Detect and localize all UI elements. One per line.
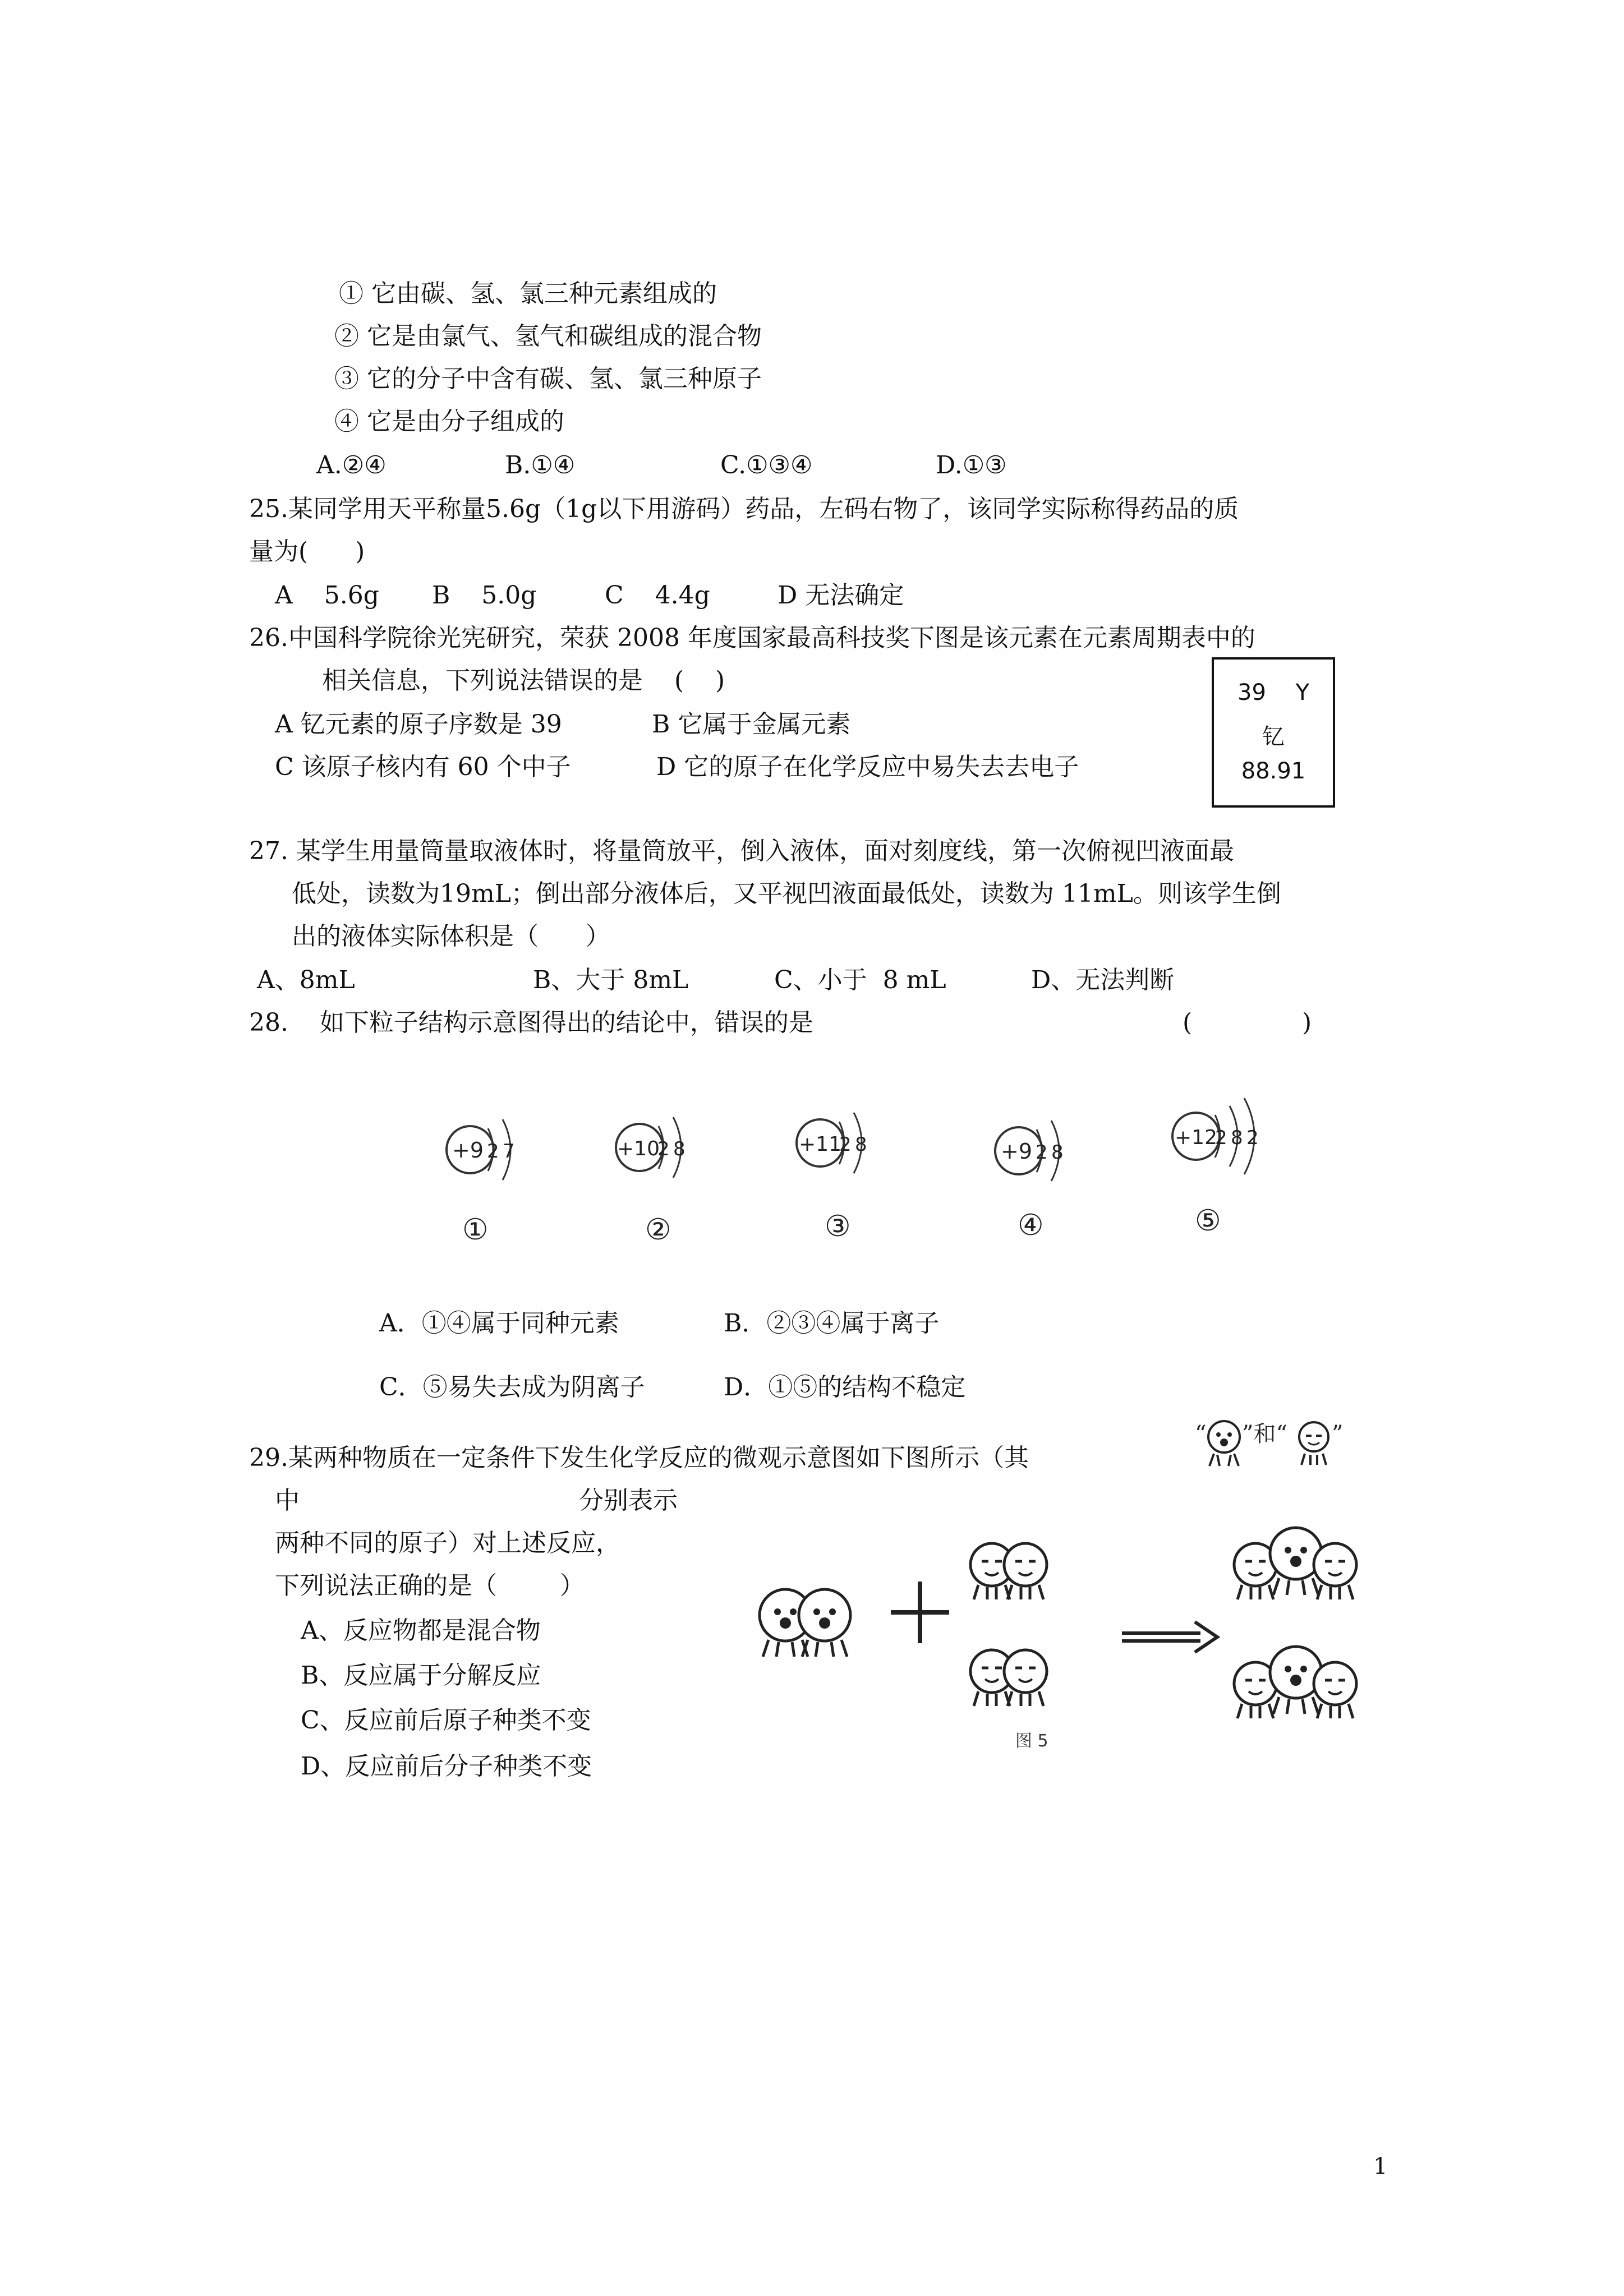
particle-structure-diagrams [404, 1088, 1279, 1273]
q26-option-a: A 钇元素的原子序数是 39 [275, 710, 562, 739]
shell-electrons-3a: 2 [839, 1133, 852, 1156]
q24-statement-2: ② 它是由氯气、氢气和碳组成的混合物 [334, 322, 762, 351]
shell-electrons-4b: 8 [1051, 1141, 1064, 1164]
q25-option-c: C 4.4g [605, 581, 710, 610]
page-number: 1 [1373, 2154, 1388, 2179]
shell-electrons-4a: 2 [1036, 1141, 1048, 1164]
nucleus-charge-2: +10 [617, 1137, 660, 1160]
q26-option-b: B 它属于金属元素 [652, 710, 851, 739]
element-name: 钇 [1262, 724, 1285, 750]
diagram-label-1: ① [462, 1213, 489, 1247]
q29-stem-line1: 29.某两种物质在一定条件下发生化学反应的微观示意图如下图所示（其 [249, 1444, 1029, 1472]
shell-electrons-5b: 8 [1231, 1127, 1243, 1149]
q27-option-a: A、8mL [257, 966, 355, 994]
shell-electrons-2a: 2 [657, 1138, 670, 1160]
reactant-molecules-b2 [970, 1543, 1047, 1706]
q26-option-d: D 它的原子在化学反应中易失去去电子 [656, 753, 1079, 781]
q25-option-b: B 5.0g [432, 581, 537, 610]
q27-stem-line1: 27. 某学生用量筒量取液体时，将量筒放平，倒入液体，面对刻度线，第一次俯视凹液面最 [249, 837, 1234, 865]
q24-statement-1: ① 它由碳、氢、氯三种元素组成的 [339, 279, 717, 308]
q24-option-c: C.①③④ [720, 451, 813, 480]
particle-diagram-5 [1172, 1098, 1259, 1238]
q28-option-a: A．①④属于同种元素 [379, 1309, 619, 1338]
nucleus-charge-4: +9 [1001, 1139, 1033, 1164]
shell-electrons-5a: 2 [1215, 1127, 1227, 1149]
q24-option-d: D.①③ [936, 451, 1007, 480]
q29-stem-line2b: 分别表示 [579, 1486, 678, 1515]
particle-diagram-3 [797, 1113, 867, 1243]
shell-electrons-1b: 7 [503, 1140, 515, 1163]
nucleus-charge-3: +11 [799, 1133, 841, 1156]
q29-option-c: C、反应前后原子种类不变 [301, 1706, 591, 1735]
diagram-label-3: ③ [825, 1210, 851, 1243]
q26-option-c: C 该原子核内有 60 个中子 [275, 753, 571, 781]
q29-stem-line4: 下列说法正确的是（ ） [275, 1571, 585, 1600]
product-molecules [1234, 1528, 1356, 1718]
q27-stem-line2: 低处，读数为19mL；倒出部分液体后，又平视凹液面最低处，读数为 11mL。则该学生倒 [292, 879, 1281, 908]
q29-stem-line2a: 中 [275, 1486, 300, 1515]
figure-caption: 图 5 [1015, 1731, 1048, 1751]
svg-text:“: “ [1195, 1421, 1207, 1447]
q26-stem-line2: 相关信息，下列说法错误的是 ( ) [322, 666, 725, 695]
q24-statement-3: ③ 它的分子中含有碳、氢、氯三种原子 [334, 365, 762, 393]
svg-text:”和“: ”和“ [1242, 1421, 1287, 1447]
q25-stem-line2: 量为( ) [249, 537, 365, 566]
q24-option-a: A.②④ [316, 451, 387, 480]
particle-diagram-1 [447, 1119, 515, 1247]
q25-option-a: A 5.6g [275, 581, 379, 610]
reaction-micro-diagram [729, 1503, 1414, 1761]
q27-option-d: D、无法判断 [1031, 966, 1175, 994]
q28-stem: 28. 如下粒子结构示意图得出的结论中，错误的是 [249, 1008, 813, 1037]
q29-option-b: B、反应属于分解反应 [301, 1661, 541, 1690]
q28-option-c: C．⑤易失去成为阴离子 [379, 1373, 645, 1401]
q27-stem-line3: 出的液体实际体积是（ ） [292, 922, 610, 951]
shell-electrons-5c: 2 [1246, 1127, 1259, 1149]
arrow-right-icon [1122, 1622, 1217, 1652]
atom-legend [1195, 1408, 1397, 1481]
q27-option-c: C、小于 8 mL [774, 966, 946, 994]
q28-answer-paren: ( ) [1183, 1008, 1312, 1037]
reactant-molecule-a2 [760, 1589, 850, 1657]
q28-option-b: B．②③④属于离子 [724, 1309, 940, 1338]
shell-electrons-3b: 8 [855, 1133, 867, 1156]
q24-option-b: B.①④ [505, 451, 576, 480]
shell-electrons-2b: 8 [673, 1138, 686, 1160]
svg-text:”: ” [1332, 1421, 1344, 1447]
nucleus-charge-1: +9 [452, 1138, 484, 1163]
q24-statement-4: ④ 它是由分子组成的 [334, 407, 564, 436]
nucleus-charge-5: +12 [1175, 1126, 1217, 1149]
plus-icon [891, 1582, 949, 1643]
q27-option-b: B、大于 8mL [533, 966, 689, 994]
atom-type-b-icon [1299, 1422, 1328, 1465]
element-symbol: Y [1295, 680, 1309, 706]
particle-diagram-2 [616, 1117, 686, 1247]
element-number: 39 [1237, 680, 1266, 706]
diagram-label-4: ④ [1018, 1209, 1044, 1242]
element-card-yttrium [1212, 657, 1335, 808]
particle-diagram-4 [995, 1121, 1064, 1242]
atom-type-a-icon [1208, 1421, 1240, 1466]
q29-option-a: A、反应物都是混合物 [301, 1616, 541, 1645]
q26-stem-line1: 26.中国科学院徐光宪研究，荣获 2008 年度国家最高科技奖下图是该元素在元素周期表中的 [249, 624, 1255, 652]
q25-option-d: D 无法确定 [778, 581, 904, 610]
q25-stem-line1: 25.某同学用天平称量5.6g（1g以下用游码）药品，左码右物了，该同学实际称得药品的质 [249, 495, 1239, 523]
q29-option-d: D、反应前后分子种类不变 [301, 1752, 592, 1781]
q28-option-d: D．①⑤的结构不稳定 [724, 1373, 966, 1401]
element-mass: 88.91 [1241, 758, 1306, 784]
diagram-label-2: ② [645, 1213, 671, 1247]
diagram-label-5: ⑤ [1195, 1204, 1221, 1238]
shell-electrons-1a: 2 [487, 1140, 499, 1163]
q29-stem-line3: 两种不同的原子）对上述反应， [275, 1529, 620, 1557]
